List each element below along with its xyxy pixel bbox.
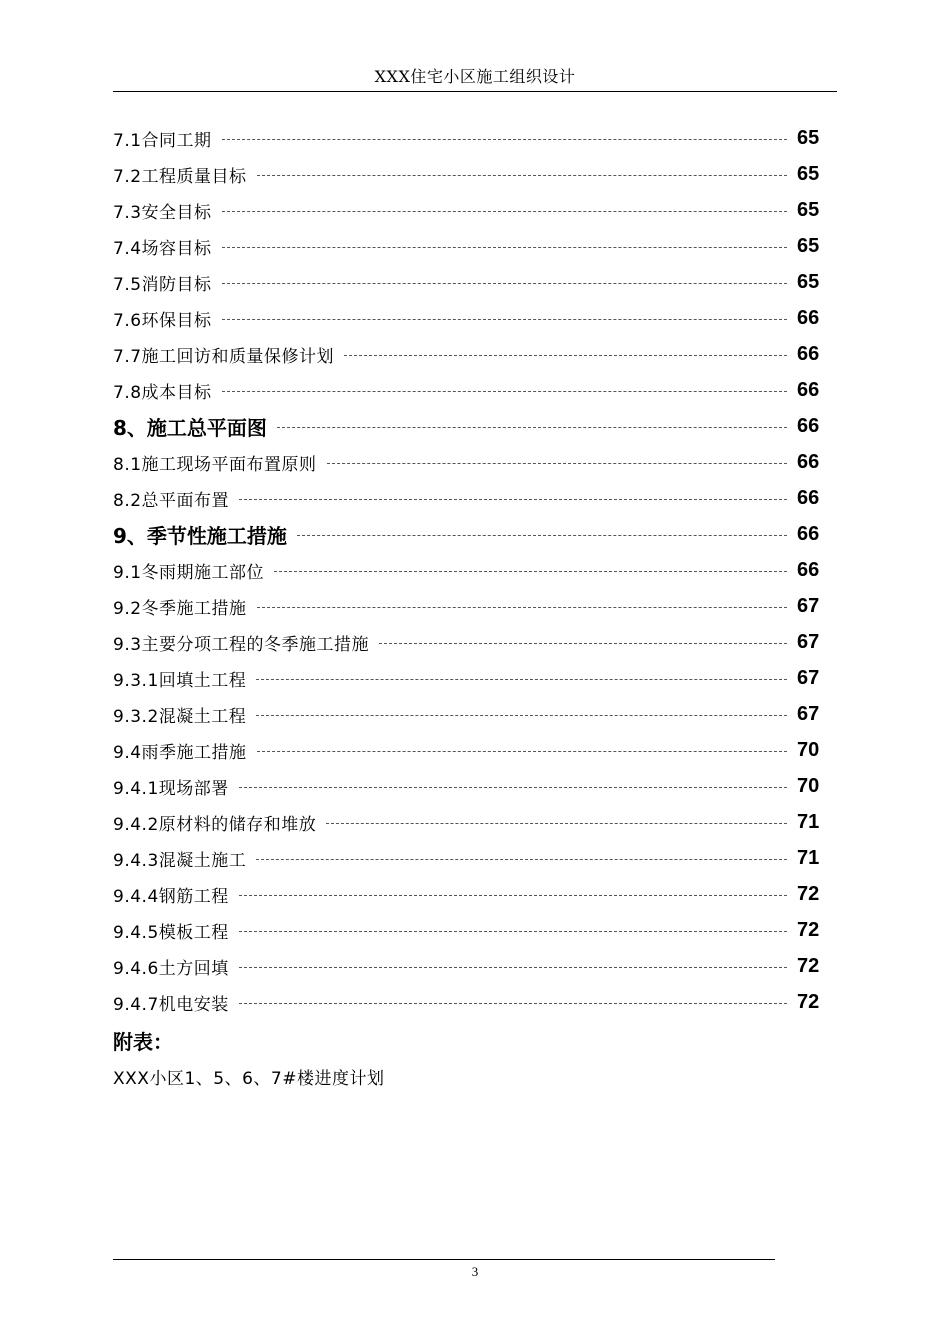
toc-entry-label: 9.4.2原材料的储存和堆放 [113, 814, 317, 835]
toc-entry-page-number: 66 [797, 486, 820, 509]
toc-entry-label: 9.4.6土方回填 [113, 958, 229, 979]
toc-entry-row[interactable] [113, 156, 831, 192]
toc-entry-page-number: 65 [797, 126, 820, 149]
toc-entry-label: 7.8成本目标 [113, 382, 212, 403]
toc-entry-page-number: 71 [797, 846, 820, 869]
toc-entry-page-number: 67 [797, 702, 820, 725]
toc-dot-leader [256, 859, 787, 860]
toc-entry-page-number: 65 [797, 162, 820, 185]
toc-entry-page-number: 67 [797, 666, 820, 689]
toc-dot-leader [239, 895, 787, 896]
page-number: 3 [471, 1264, 479, 1279]
toc-dot-leader [256, 715, 787, 716]
toc-entry-row[interactable] [113, 696, 831, 732]
toc-entry-row[interactable] [113, 336, 831, 372]
toc-entry-label: 7.7施工回访和质量保修计划 [113, 346, 335, 367]
toc-dot-leader [256, 679, 787, 680]
toc-dot-leader [297, 535, 787, 536]
toc-entry-page-number: 70 [797, 738, 820, 761]
toc-entry-row[interactable] [113, 660, 831, 696]
table-of-contents [113, 120, 831, 1020]
toc-entry-page-number: 66 [797, 414, 820, 437]
toc-chapter-row[interactable] [113, 516, 831, 552]
toc-dot-leader [344, 355, 787, 356]
toc-dot-leader [326, 823, 787, 824]
toc-entry-page-number: 66 [797, 522, 820, 545]
toc-entry-row[interactable] [113, 732, 831, 768]
toc-entry-page-number: 66 [797, 306, 820, 329]
toc-dot-leader [222, 319, 787, 320]
toc-entry-label: 7.1合同工期 [113, 130, 212, 151]
toc-dot-leader [239, 967, 787, 968]
toc-entry-row[interactable] [113, 948, 831, 984]
toc-entry-page-number: 71 [797, 810, 820, 833]
toc-dot-leader [257, 607, 787, 608]
toc-entry-label: 7.5消防目标 [113, 274, 212, 295]
toc-entry-page-number: 72 [797, 990, 820, 1013]
toc-entry-row[interactable] [113, 840, 831, 876]
toc-entry-label: 9.4.1现场部署 [113, 778, 229, 799]
toc-entry-label: 9.1冬雨期施工部位 [113, 562, 265, 583]
toc-chapter-row[interactable] [113, 408, 831, 444]
toc-entry-page-number: 65 [797, 234, 820, 257]
toc-entry-page-number: 72 [797, 954, 820, 977]
toc-dot-leader [222, 283, 787, 284]
toc-entry-row[interactable] [113, 228, 831, 264]
toc-entry-row[interactable] [113, 804, 831, 840]
toc-dot-leader [257, 751, 787, 752]
toc-dot-leader [222, 211, 787, 212]
toc-entry-row[interactable] [113, 120, 831, 156]
toc-dot-leader [222, 139, 787, 140]
toc-entry-page-number: 72 [797, 918, 820, 941]
toc-entry-page-number: 67 [797, 630, 820, 653]
toc-entry-row[interactable] [113, 300, 831, 336]
toc-entry-label: 8、施工总平面图 [113, 415, 267, 440]
toc-entry-row[interactable] [113, 984, 831, 1020]
toc-entry-label: 9.2冬季施工措施 [113, 598, 247, 619]
toc-entry-row[interactable] [113, 264, 831, 300]
toc-dot-leader [239, 499, 787, 500]
toc-entry-label: 7.3安全目标 [113, 202, 212, 223]
toc-entry-row[interactable] [113, 876, 831, 912]
appendix-title: 附表： [113, 1030, 173, 1054]
toc-entry-label: 9.3.1回填土工程 [113, 670, 247, 691]
toc-entry-page-number: 66 [797, 558, 820, 581]
footer-divider [113, 1259, 775, 1260]
toc-entry-row[interactable] [113, 480, 831, 516]
toc-entry-page-number: 72 [797, 882, 820, 905]
toc-entry-row[interactable] [113, 372, 831, 408]
toc-dot-leader [222, 391, 787, 392]
toc-entry-row[interactable] [113, 552, 831, 588]
appendix-item: XXX小区1、5、6、7#楼进度计划 [113, 1069, 385, 1089]
toc-entry-label: 7.2工程质量目标 [113, 166, 247, 187]
toc-entry-page-number: 66 [797, 450, 820, 473]
toc-entry-page-number: 66 [797, 342, 820, 365]
toc-dot-leader [327, 463, 787, 464]
toc-dot-leader [239, 931, 787, 932]
toc-dot-leader [274, 571, 787, 572]
toc-entry-row[interactable] [113, 444, 831, 480]
toc-dot-leader [239, 787, 787, 788]
header-divider [113, 91, 837, 92]
toc-entry-label: 9.4.7机电安装 [113, 994, 229, 1015]
toc-entry-row[interactable] [113, 588, 831, 624]
toc-entry-label: 7.4场容目标 [113, 238, 212, 259]
toc-dot-leader [379, 643, 787, 644]
page-header-title: XXX住宅小区施工组织设计 [374, 67, 576, 86]
toc-entry-page-number: 66 [797, 378, 820, 401]
toc-dot-leader [222, 247, 787, 248]
toc-dot-leader [277, 427, 787, 428]
toc-entry-label: 9、季节性施工措施 [113, 523, 287, 548]
toc-entry-row[interactable] [113, 192, 831, 228]
toc-entry-label: 9.3主要分项工程的冬季施工措施 [113, 634, 370, 655]
toc-entry-label: 9.3.2混凝土工程 [113, 706, 247, 727]
toc-entry-row[interactable] [113, 624, 831, 660]
toc-entry-page-number: 67 [797, 594, 820, 617]
toc-entry-row[interactable] [113, 768, 831, 804]
toc-entry-label: 9.4雨季施工措施 [113, 742, 247, 763]
toc-entry-page-number: 65 [797, 198, 820, 221]
toc-entry-row[interactable] [113, 912, 831, 948]
toc-entry-label: 7.6环保目标 [113, 310, 212, 331]
toc-entry-label: 9.4.5模板工程 [113, 922, 229, 943]
toc-entry-page-number: 70 [797, 774, 820, 797]
toc-entry-label: 9.4.3混凝土施工 [113, 850, 247, 871]
toc-entry-label: 8.1施工现场平面布置原则 [113, 454, 317, 475]
toc-dot-leader [257, 175, 787, 176]
toc-entry-label: 8.2总平面布置 [113, 490, 230, 511]
toc-entry-label: 9.4.4钢筋工程 [113, 886, 229, 907]
toc-dot-leader [239, 1003, 787, 1004]
toc-entry-page-number: 65 [797, 270, 820, 293]
